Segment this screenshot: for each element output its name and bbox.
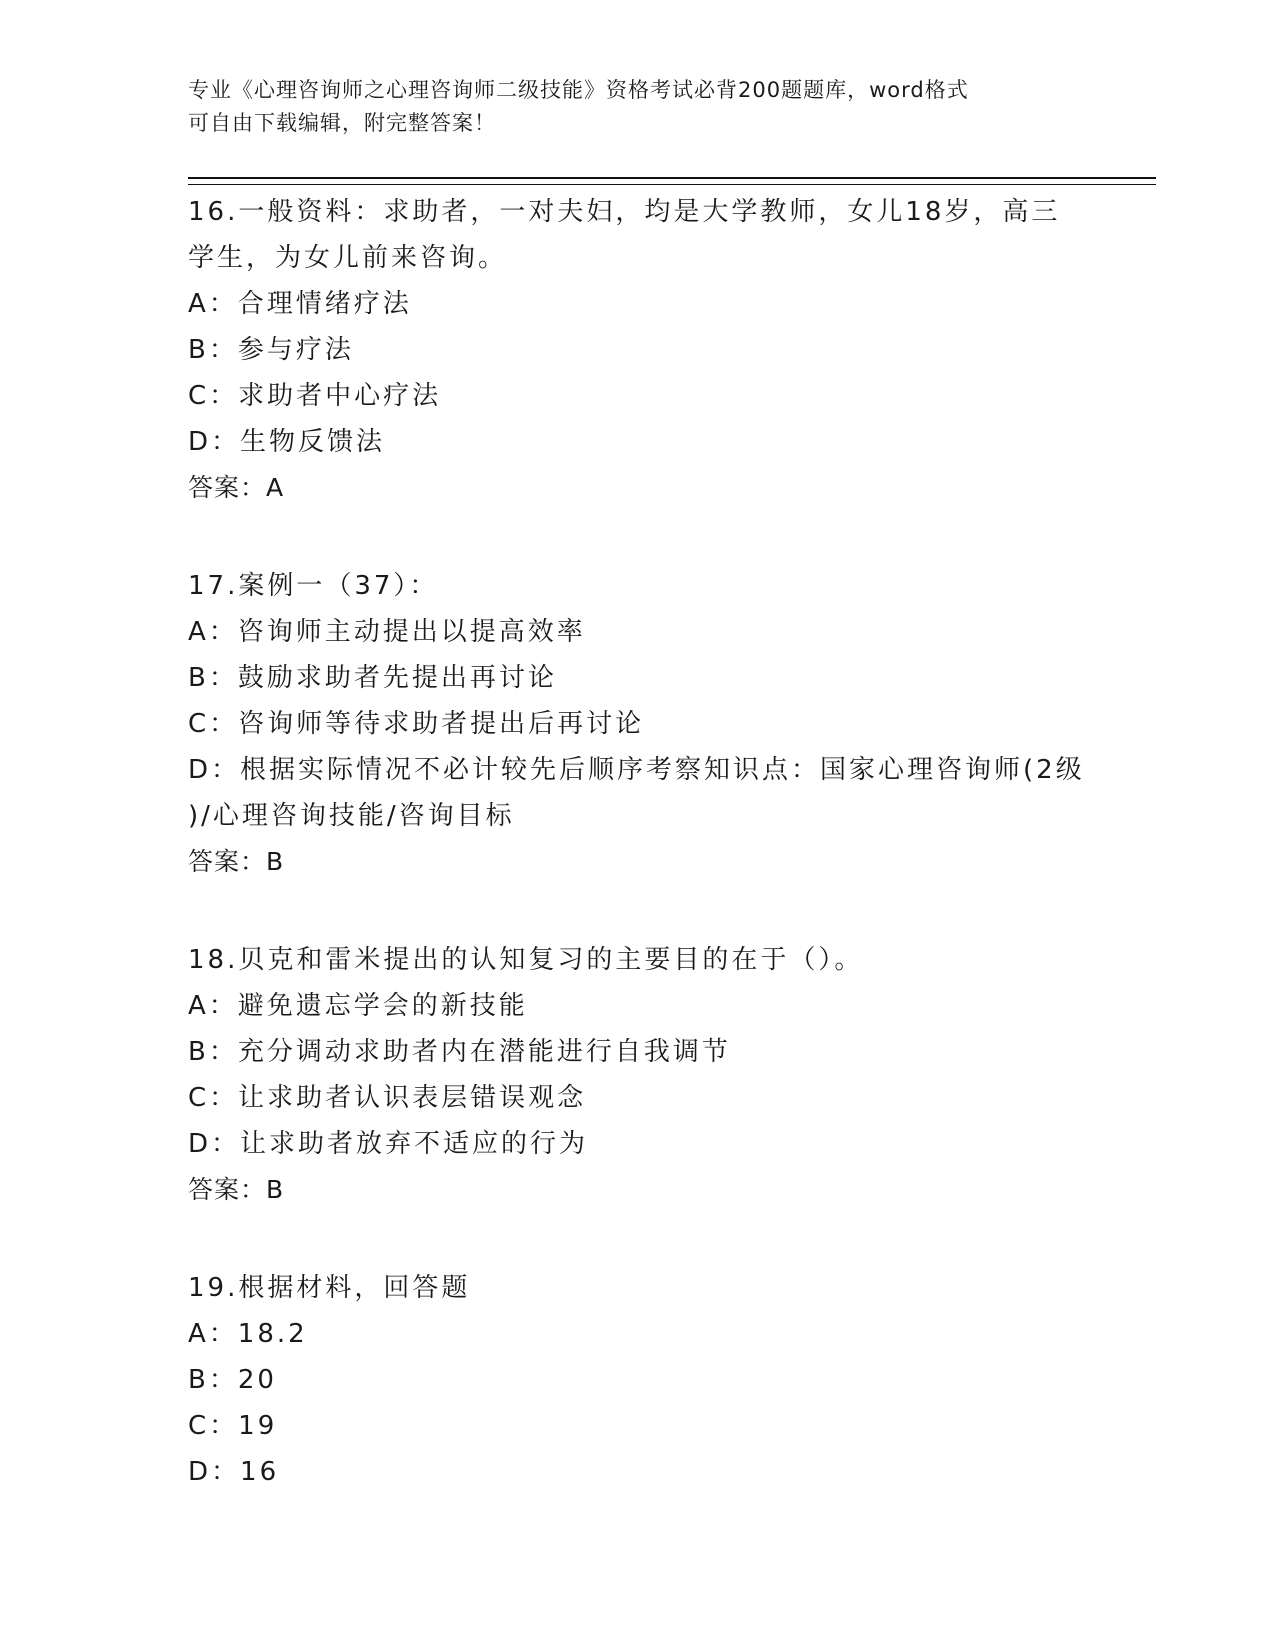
document-header [188, 74, 1068, 140]
question-list [188, 189, 1088, 1547]
question-19 [188, 1265, 1088, 1495]
answer-label: 答案：B [188, 847, 285, 876]
question-stem: 19.根据材料，回答题 [188, 1273, 471, 1303]
option-d: D：根据实际情况不必计较先后顺序考察知识点：国家心理咨询师(2级 [188, 755, 1085, 785]
question-17 [188, 563, 1088, 885]
answer-label: 答案：A [188, 473, 285, 502]
option-a: A：避免遗忘学会的新技能 [188, 991, 528, 1021]
option-a: A：合理情绪疗法 [188, 289, 412, 319]
option-d: D：让求助者放弃不适应的行为 [188, 1129, 589, 1159]
option-b: B：参与疗法 [188, 335, 354, 365]
header-divider-thick [188, 177, 1156, 179]
question-16 [188, 189, 1088, 511]
option-a: A：咨询师主动提出以提高效率 [188, 617, 586, 647]
header-title-line-1: 专业《心理咨询师之心理咨询师二级技能》资格考试必背200题题库，word格式 [188, 78, 969, 102]
option-c: C：让求助者认识表层错误观念 [188, 1083, 587, 1113]
question-stem: 16.一般资料：求助者，一对夫妇，均是大学教师，女儿18岁，高三 [188, 197, 1061, 227]
header-title-line-2: 可自由下载编辑，附完整答案！ [188, 111, 496, 135]
option-b: B：鼓励求助者先提出再讨论 [188, 663, 557, 693]
question-stem: 17.案例一（37）： [188, 571, 439, 601]
question-stem: 18.贝克和雷米提出的认知复习的主要目的在于（）。 [188, 945, 864, 975]
option-c: C：求助者中心疗法 [188, 381, 442, 411]
option-b: B：20 [188, 1365, 277, 1395]
answer-label: 答案：B [188, 1175, 285, 1204]
option-d: D：16 [188, 1457, 280, 1487]
option-d: D：生物反馈法 [188, 427, 386, 457]
question-stem-continued: 学生，为女儿前来咨询。 [188, 243, 508, 273]
header-divider-thin [188, 184, 1156, 185]
option-c: C：咨询师等待求助者提出后再讨论 [188, 709, 645, 739]
question-18 [188, 937, 1088, 1213]
option-d-continued: )/心理咨询技能/咨询目标 [188, 801, 515, 831]
option-c: C：19 [188, 1411, 278, 1441]
option-b: B：充分调动求助者内在潜能进行自我调节 [188, 1037, 731, 1067]
option-a: A：18.2 [188, 1319, 308, 1349]
